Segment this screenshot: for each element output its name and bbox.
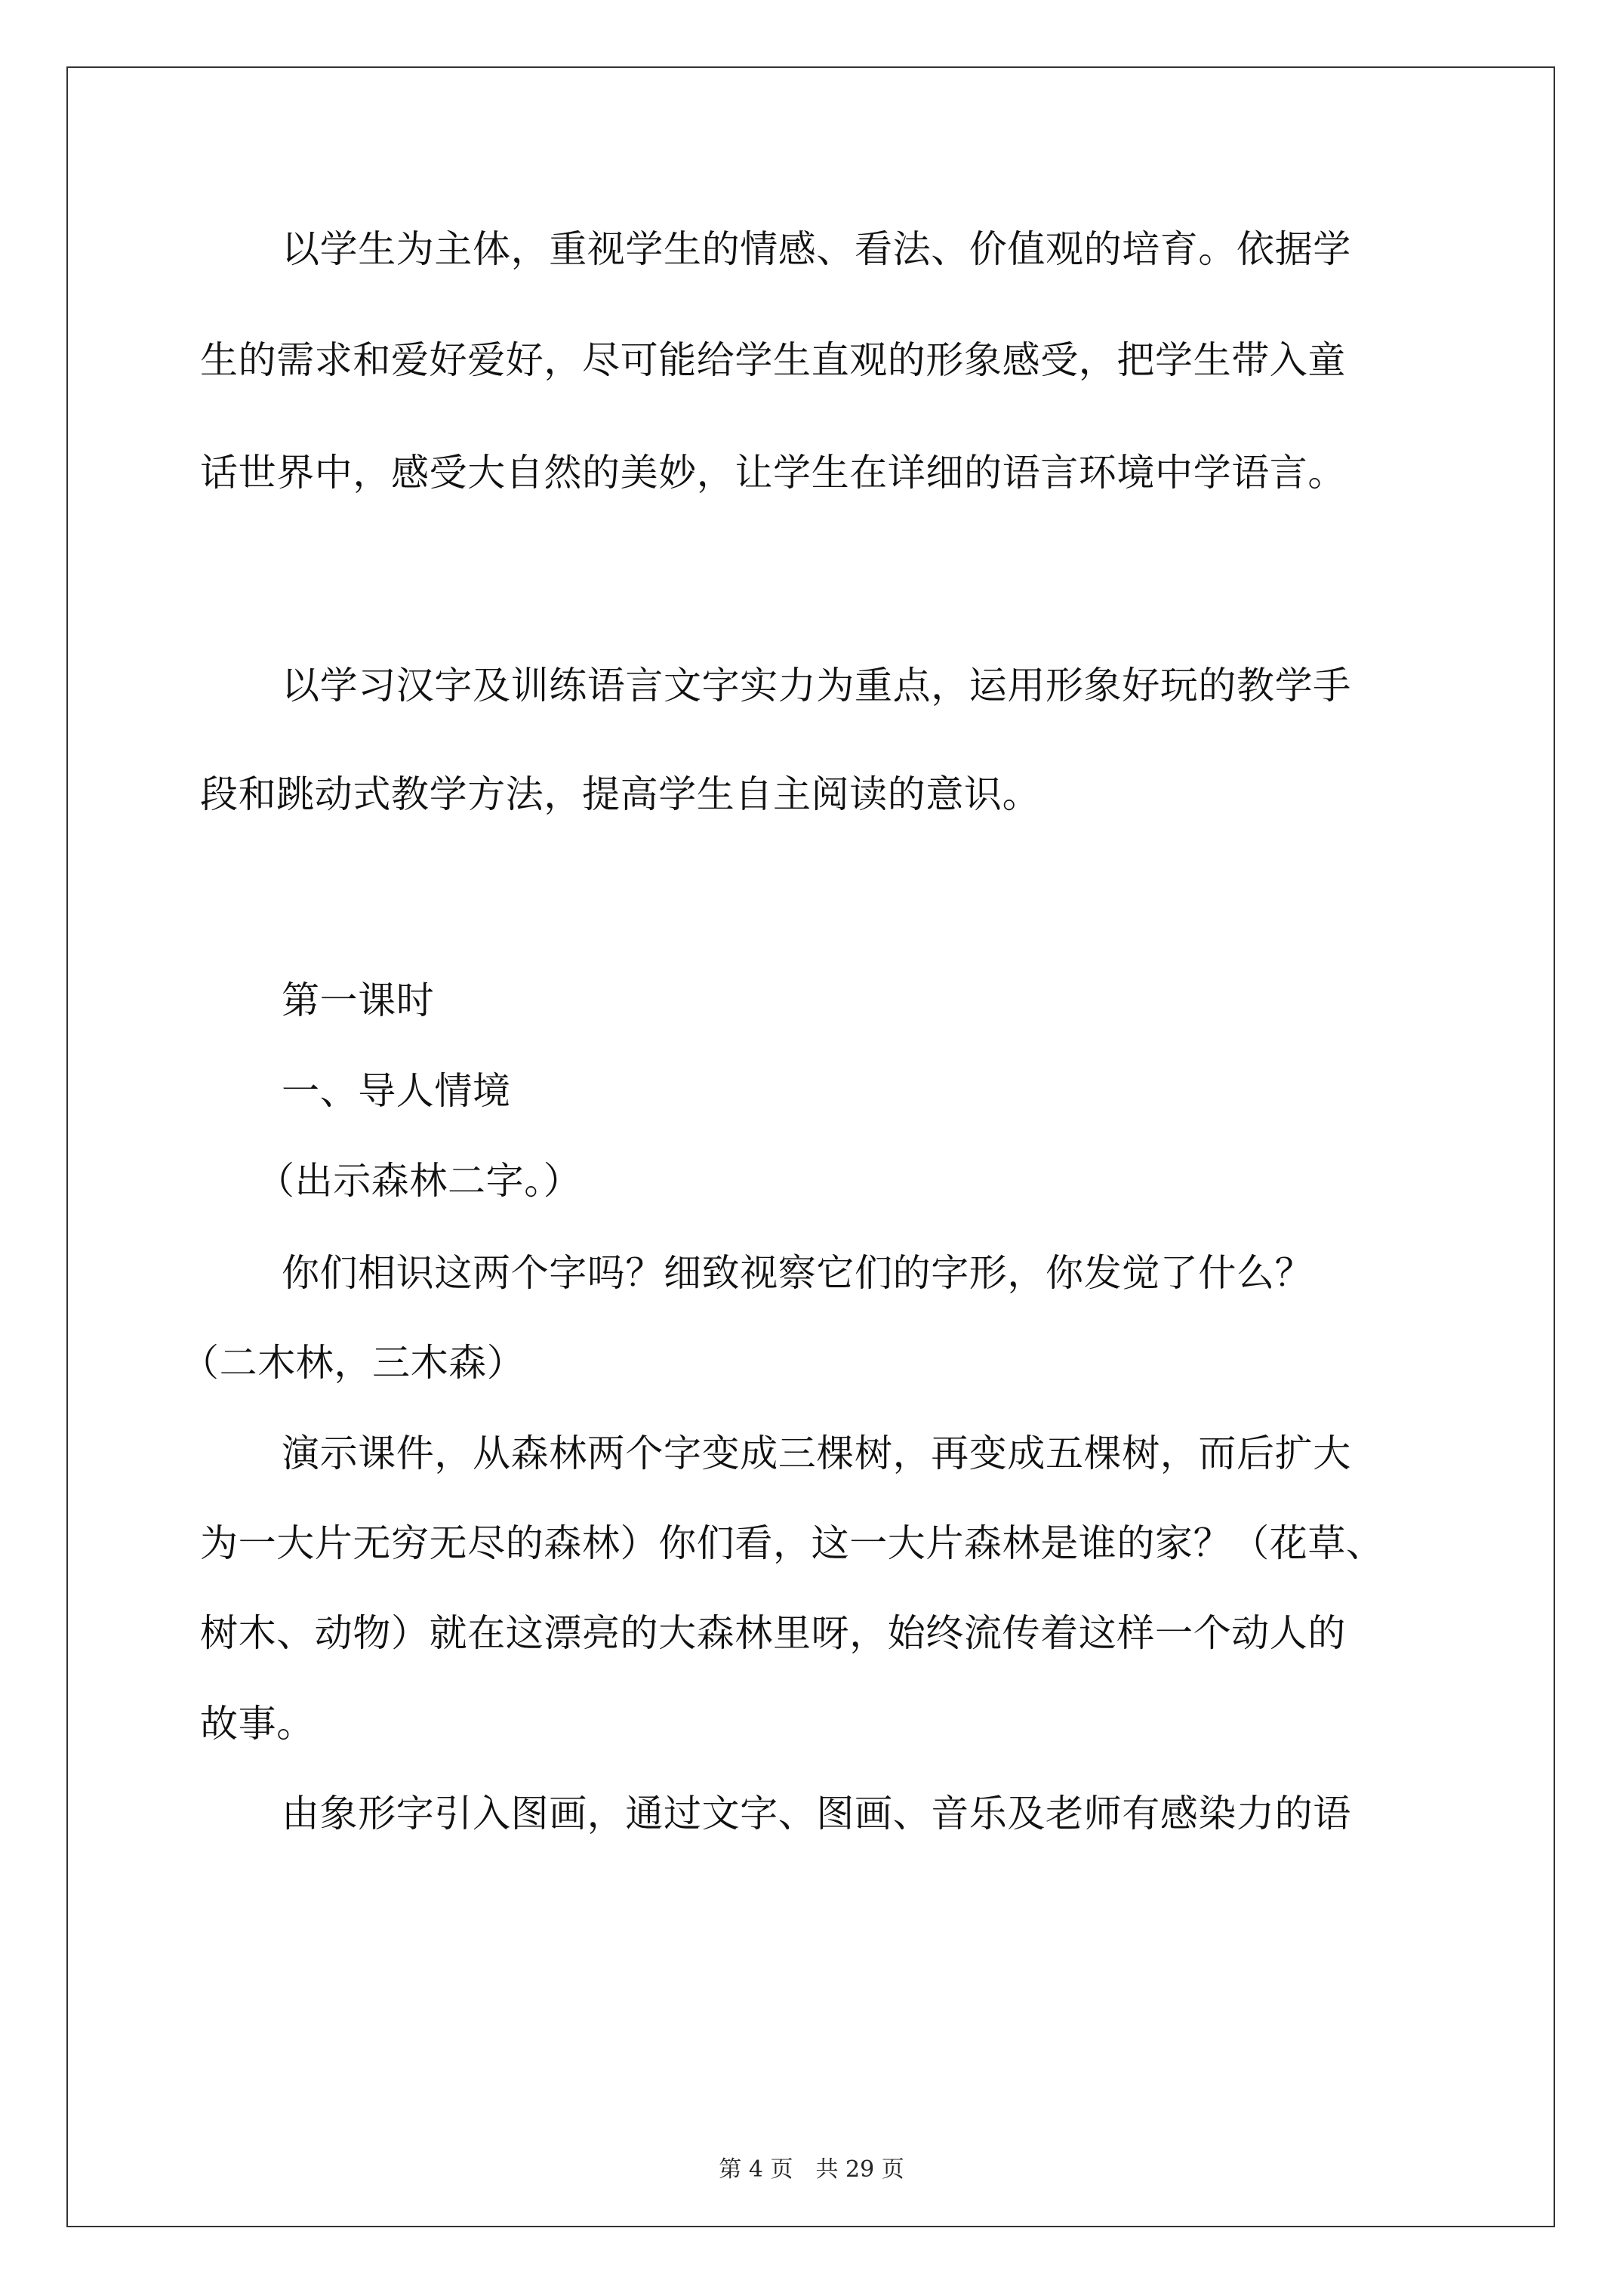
section-heading: 第一课时	[282, 978, 435, 1022]
paragraph-3-line-1: 演示课件，从森林两个字变成三棵树，再变成五棵树，而后扩大	[282, 1432, 1351, 1475]
paragraph-3-line-4: 故事。	[200, 1702, 315, 1746]
question-line-2: （二木林，三木森）	[181, 1341, 525, 1385]
paragraph-2-line-1: 以学习汉字及训练语言文字实力为重点，运用形象好玩的教学手	[282, 664, 1351, 707]
paragraph-2-line-2: 段和跳动式教学方法，提高学生自主阅读的意识。	[200, 772, 1041, 816]
paragraph-1-line-3: 话世界中，感受大自然的美妙，让学生在详细的语言环境中学语言。	[200, 451, 1346, 495]
paragraph-3-line-3: 树木、动物）就在这漂亮的大森林里呀，始终流传着这样一个动人的	[200, 1611, 1346, 1655]
page-border	[66, 66, 1555, 2227]
instruction-text: （出示森林二字。）	[257, 1159, 582, 1203]
subsection-heading: 一、导人情境	[282, 1069, 511, 1113]
paragraph-1-line-2: 生的需求和爱好爱好，尽可能给学生直观的形象感受，把学生带入童	[200, 338, 1346, 382]
paragraph-3-line-2: 为一大片无穷无尽的森林）你们看，这一大片森林是谁的家？（花草、	[200, 1521, 1384, 1565]
paragraph-4-line-1: 由象形字引入图画，通过文字、图画、音乐及老师有感染力的语	[282, 1792, 1351, 1835]
page-number-footer: 第 4 页 共 29 页	[719, 2156, 904, 2183]
paragraph-1-line-1: 以学生为主体，重视学生的情感、看法、价值观的培育。依据学	[282, 227, 1351, 271]
question-line-1: 你们相识这两个字吗？细致视察它们的字形，你发觉了什么？	[282, 1251, 1313, 1295]
